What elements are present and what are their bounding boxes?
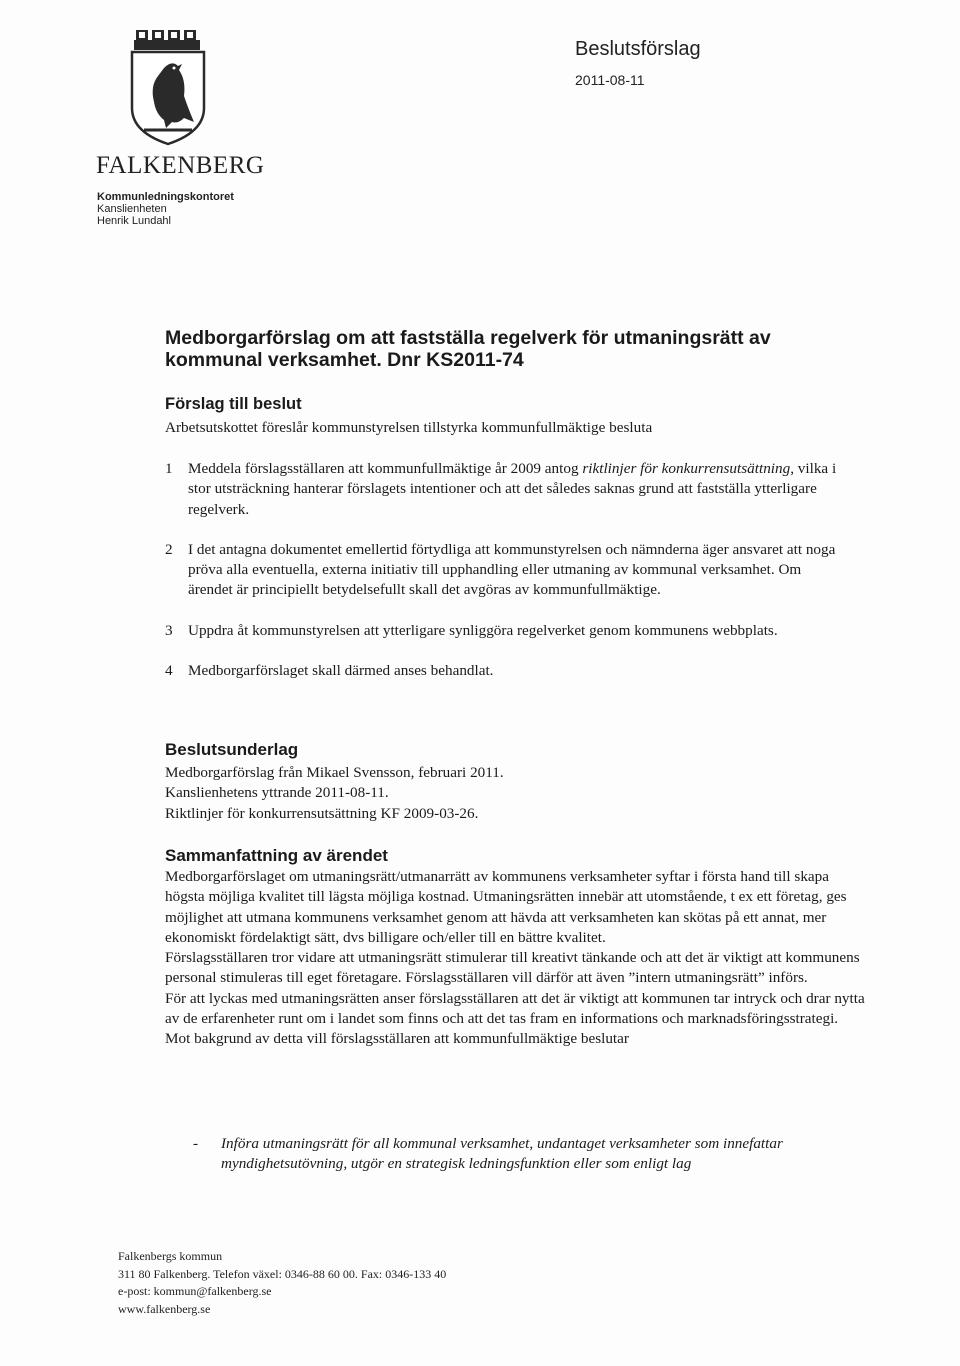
item-text-part: , vilka i stor utsträckning hanterar förslagets intentioner och att det således saknas grund att fastställa ytterligare regelverk. — [188, 460, 837, 518]
proposal-list — [165, 459, 845, 701]
title-line-2: kommunal verksamhet. Dnr KS2011-74 — [165, 349, 524, 371]
proposal-intro: Arbetsutskottet föreslår kommunstyrelsen tillstyrka kommunfullmäktige besluta — [165, 419, 653, 436]
sender-block — [97, 191, 234, 227]
summary-paragraph: Förslagsställaren tror vidare att utmaningsrätt stimulerar till kreativt tänkande och att det är viktigt att kommunens personal stimuleras till eget företagare. Förslagsställaren vill därför att även ”intern utmaningsrätt” införs. — [165, 949, 860, 987]
summary-heading: Sammanfattning av ärendet — [165, 846, 388, 865]
summary-body — [165, 867, 870, 1050]
bullet-text: Införa utmaningsrätt för all kommunal verksamhet, undantaget verksamheter som innefattar myndighetsutövning, utgör en strategisk ledningsfunktion eller som enligt lag — [221, 1135, 783, 1173]
footer-address: 311 80 Falkenberg. Telefon växel: 0346-88 60 00. Fax: 0346-133 40 — [118, 1266, 447, 1281]
footer-org: Falkenbergs kommun — [118, 1249, 223, 1263]
proposal-heading: Förslag till beslut — [165, 395, 302, 413]
basis-list — [165, 763, 504, 824]
summary-paragraph: Medborgarförslaget om utmaningsrätt/utmanarrätt av kommunens verksamheter syftar i första hand till skapa högsta möjliga kvalitet till lägsta möjliga kostnad. Utmaningsrätten innebär att utomstående, t ex ett företag, ges möjlighet att utmana kommunens verksamhet genom att hävda att verksamheten kan skötas på ett annat, mer ekonomiskt fördelaktigt sätt, dvs billigare och/eller till en bättre kvalitet. — [165, 868, 847, 946]
unit-name: Kanslienheten — [97, 203, 167, 215]
basis-heading: Beslutsunderlag — [165, 740, 299, 759]
document-type: Beslutsförslag — [575, 38, 701, 60]
footer-email: e-post: kommun@falkenberg.se — [118, 1284, 272, 1298]
item-text-part: Meddela förslagsställaren att kommunfullmäktige år 2009 antog — [188, 460, 583, 477]
proposal-item — [165, 661, 845, 681]
summary-paragraph: För att lyckas med utmaningsrätten anser förslagsställaren att det är viktigt att kommunen tar intryck och drar nytta av de erfarenheter runt om i landet som finns och att det tas fram en informations och marknadsföringsstrategi. — [165, 989, 865, 1028]
title-line-1: Medborgarförslag om att fastställa regelverk för utmaningsrätt av — [165, 327, 771, 349]
item-number: 3 — [165, 621, 173, 639]
item-text: Medborgarförslaget skall därmed anses behandlat. — [188, 662, 494, 680]
document-title — [165, 327, 825, 371]
item-number: 1 — [165, 460, 173, 477]
item-text: I det antagna dokumentet emellertid förtydliga att kommunstyrelsen och nämnderna äger ansvaret att noga pröva alla eventuella, externa initiativ till upphandling eller utmaning av kommunal verksamhet. Om ärendet är principiellt betydelsefullt skall det avgöras av kommunfullmäktige. — [188, 540, 836, 599]
item-number: 4 — [165, 662, 173, 680]
summary-bullet — [193, 1134, 863, 1175]
department-name: Kommunledningskontoret — [97, 191, 234, 203]
footer-website: www.falkenberg.se — [118, 1301, 211, 1316]
item-text: Uppdra åt kommunstyrelsen att ytterligare synliggöra regelverket genom kommunens webbplats. — [188, 621, 778, 639]
proposal-item — [165, 621, 845, 641]
proposal-item — [165, 459, 845, 520]
bullet-dash: - — [193, 1135, 199, 1152]
author-name: Henrik Lundahl — [97, 215, 171, 227]
item-number: 2 — [165, 540, 173, 558]
municipality-name: FALKENBERG — [96, 152, 265, 179]
summary-paragraph: Mot bakgrund av detta vill förslagsställaren att kommunfullmäktige beslutar — [165, 1030, 629, 1048]
document-date: 2011-08-11 — [575, 72, 645, 88]
basis-line: Medborgarförslag från Mikael Svensson, februari 2011. — [165, 764, 504, 781]
falkenberg-coat-of-arms-icon — [128, 28, 208, 146]
basis-line: Riktlinjer för konkurrensutsättning KF 2009-03-26. — [165, 804, 479, 822]
footer-contact — [118, 1248, 446, 1318]
item-text — [188, 459, 845, 520]
proposal-item — [165, 540, 845, 601]
item-text-italic: riktlinjer för konkurrensutsättning — [582, 460, 791, 477]
basis-line: Kanslienhetens yttrande 2011-08-11. — [165, 784, 389, 802]
